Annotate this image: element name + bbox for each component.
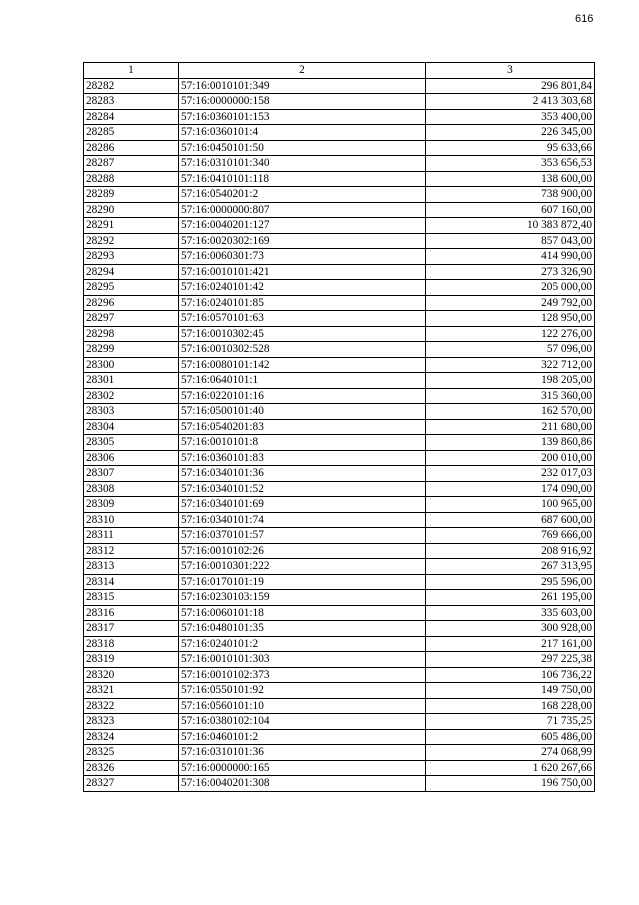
- row-number-cell: 28295: [84, 280, 179, 296]
- table-row: [84, 109, 595, 125]
- cadastral-number-cell: 57:16:0310101:340: [179, 156, 426, 172]
- row-number-cell: 28310: [84, 512, 179, 528]
- column-header-3: 3: [426, 63, 595, 79]
- value-cell: 2 413 303,68: [426, 94, 595, 110]
- cadastral-number-cell: 57:16:0040201:308: [179, 776, 426, 792]
- cadastral-number-cell: 57:16:0010102:373: [179, 667, 426, 683]
- table-row: [84, 435, 595, 451]
- cadastral-number-cell: 57:16:0060301:73: [179, 249, 426, 265]
- cadastral-number-cell: 57:16:0170101:19: [179, 574, 426, 590]
- value-cell: 261 195,00: [426, 590, 595, 606]
- table-row: [84, 481, 595, 497]
- cadastral-number-cell: 57:16:0460101:2: [179, 729, 426, 745]
- value-cell: 138 600,00: [426, 171, 595, 187]
- cadastral-number-cell: 57:16:0310101:36: [179, 745, 426, 761]
- cadastral-number-cell: 57:16:0450101:50: [179, 140, 426, 156]
- value-cell: 217 161,00: [426, 636, 595, 652]
- cadastral-number-cell: 57:16:0010302:45: [179, 326, 426, 342]
- value-cell: 71 735,25: [426, 714, 595, 730]
- page-number: 616: [575, 13, 594, 25]
- row-number-cell: 28288: [84, 171, 179, 187]
- cadastral-number-cell: 57:16:0410101:118: [179, 171, 426, 187]
- row-number-cell: 28282: [84, 78, 179, 94]
- cadastral-number-cell: 57:16:0340101:36: [179, 466, 426, 482]
- value-cell: 295 596,00: [426, 574, 595, 590]
- value-cell: 122 276,00: [426, 326, 595, 342]
- value-cell: 297 225,38: [426, 652, 595, 668]
- table-row: [84, 233, 595, 249]
- table-row: [84, 497, 595, 513]
- cadastral-number-cell: 57:16:0540201:83: [179, 419, 426, 435]
- value-cell: 205 000,00: [426, 280, 595, 296]
- row-number-cell: 28317: [84, 621, 179, 637]
- value-cell: 322 712,00: [426, 357, 595, 373]
- cadastral-number-cell: 57:16:0480101:35: [179, 621, 426, 637]
- value-cell: 196 750,00: [426, 776, 595, 792]
- table-row: [84, 652, 595, 668]
- header-row: [84, 63, 595, 79]
- table-header: [84, 63, 595, 79]
- row-number-cell: 28318: [84, 636, 179, 652]
- row-number-cell: 28292: [84, 233, 179, 249]
- value-cell: 100 965,00: [426, 497, 595, 513]
- table-body: [84, 78, 595, 791]
- value-cell: 607 160,00: [426, 202, 595, 218]
- value-cell: 198 205,00: [426, 373, 595, 389]
- cadastral-number-cell: 57:16:0000000:165: [179, 760, 426, 776]
- cadastral-number-cell: 57:16:0340101:52: [179, 481, 426, 497]
- value-cell: 149 750,00: [426, 683, 595, 699]
- value-cell: 249 792,00: [426, 295, 595, 311]
- row-number-cell: 28312: [84, 543, 179, 559]
- cadastral-number-cell: 57:16:0570101:63: [179, 311, 426, 327]
- cadastral-number-cell: 57:16:0000000:807: [179, 202, 426, 218]
- table-row: [84, 280, 595, 296]
- table-row: [84, 202, 595, 218]
- value-cell: 139 860,86: [426, 435, 595, 451]
- table-row: [84, 590, 595, 606]
- value-cell: 174 090,00: [426, 481, 595, 497]
- table-row: [84, 729, 595, 745]
- table-row: [84, 140, 595, 156]
- cadastral-number-cell: 57:16:0240101:2: [179, 636, 426, 652]
- row-number-cell: 28321: [84, 683, 179, 699]
- cadastral-number-cell: 57:16:0360101:153: [179, 109, 426, 125]
- row-number-cell: 28324: [84, 729, 179, 745]
- row-number-cell: 28307: [84, 466, 179, 482]
- row-number-cell: 28316: [84, 605, 179, 621]
- cadastral-number-cell: 57:16:0370101:57: [179, 528, 426, 544]
- row-number-cell: 28311: [84, 528, 179, 544]
- value-cell: 10 383 872,40: [426, 218, 595, 234]
- row-number-cell: 28287: [84, 156, 179, 172]
- row-number-cell: 28308: [84, 481, 179, 497]
- table-row: [84, 636, 595, 652]
- row-number-cell: 28323: [84, 714, 179, 730]
- value-cell: 274 068,99: [426, 745, 595, 761]
- row-number-cell: 28293: [84, 249, 179, 265]
- table-row: [84, 683, 595, 699]
- cadastral-number-cell: 57:16:0010101:349: [179, 78, 426, 94]
- row-number-cell: 28299: [84, 342, 179, 358]
- table-row: [84, 419, 595, 435]
- table-row: [84, 776, 595, 792]
- row-number-cell: 28298: [84, 326, 179, 342]
- table-row: [84, 543, 595, 559]
- row-number-cell: 28291: [84, 218, 179, 234]
- cadastral-number-cell: 57:16:0020302:169: [179, 233, 426, 249]
- table-row: [84, 357, 595, 373]
- cadastral-number-cell: 57:16:0360101:4: [179, 125, 426, 141]
- table-row: [84, 342, 595, 358]
- cadastral-number-cell: 57:16:0560101:10: [179, 698, 426, 714]
- value-cell: 738 900,00: [426, 187, 595, 203]
- table-row: [84, 311, 595, 327]
- row-number-cell: 28322: [84, 698, 179, 714]
- row-number-cell: 28314: [84, 574, 179, 590]
- value-cell: 95 633,66: [426, 140, 595, 156]
- value-cell: 232 017,03: [426, 466, 595, 482]
- value-cell: 162 570,00: [426, 404, 595, 420]
- column-header-1: 1: [84, 63, 179, 79]
- value-cell: 315 360,00: [426, 388, 595, 404]
- cadastral-number-cell: 57:16:0240101:42: [179, 280, 426, 296]
- table-row: [84, 187, 595, 203]
- row-number-cell: 28315: [84, 590, 179, 606]
- value-cell: 353 400,00: [426, 109, 595, 125]
- table-row: [84, 404, 595, 420]
- value-cell: 769 666,00: [426, 528, 595, 544]
- cadastral-number-cell: 57:16:0340101:69: [179, 497, 426, 513]
- value-cell: 353 656,53: [426, 156, 595, 172]
- value-cell: 226 345,00: [426, 125, 595, 141]
- cadastral-number-cell: 57:16:0220101:16: [179, 388, 426, 404]
- value-cell: 300 928,00: [426, 621, 595, 637]
- row-number-cell: 28320: [84, 667, 179, 683]
- cadastral-number-cell: 57:16:0380102:104: [179, 714, 426, 730]
- cadastral-number-cell: 57:16:0360101:83: [179, 450, 426, 466]
- cadastral-number-cell: 57:16:0340101:74: [179, 512, 426, 528]
- cadastral-number-cell: 57:16:0500101:40: [179, 404, 426, 420]
- table-row: [84, 698, 595, 714]
- row-number-cell: 28306: [84, 450, 179, 466]
- row-number-cell: 28326: [84, 760, 179, 776]
- cadastral-number-cell: 57:16:0010301:222: [179, 559, 426, 575]
- row-number-cell: 28303: [84, 404, 179, 420]
- value-cell: 106 736,22: [426, 667, 595, 683]
- table-row: [84, 218, 595, 234]
- table-row: [84, 528, 595, 544]
- table-row: [84, 745, 595, 761]
- table-row: [84, 326, 595, 342]
- value-cell: 857 043,00: [426, 233, 595, 249]
- value-cell: 168 228,00: [426, 698, 595, 714]
- table-row: [84, 621, 595, 637]
- row-number-cell: 28294: [84, 264, 179, 280]
- cadastral-number-cell: 57:16:0230103:159: [179, 590, 426, 606]
- value-cell: 605 486,00: [426, 729, 595, 745]
- row-number-cell: 28313: [84, 559, 179, 575]
- table-row: [84, 156, 595, 172]
- row-number-cell: 28290: [84, 202, 179, 218]
- table-row: [84, 605, 595, 621]
- value-cell: 57 096,00: [426, 342, 595, 358]
- cadastral-number-cell: 57:16:0010102:26: [179, 543, 426, 559]
- row-number-cell: 28285: [84, 125, 179, 141]
- value-cell: 687 600,00: [426, 512, 595, 528]
- value-cell: 267 313,95: [426, 559, 595, 575]
- cadastral-number-cell: 57:16:0080101:142: [179, 357, 426, 373]
- table-row: [84, 295, 595, 311]
- column-header-2: 2: [179, 63, 426, 79]
- table-row: [84, 512, 595, 528]
- value-cell: 128 950,00: [426, 311, 595, 327]
- table-row: [84, 373, 595, 389]
- value-cell: 1 620 267,66: [426, 760, 595, 776]
- value-cell: 335 603,00: [426, 605, 595, 621]
- row-number-cell: 28325: [84, 745, 179, 761]
- registry-table: [83, 62, 595, 792]
- row-number-cell: 28284: [84, 109, 179, 125]
- cadastral-number-cell: 57:16:0010101:303: [179, 652, 426, 668]
- table-row: [84, 450, 595, 466]
- value-cell: 208 916,92: [426, 543, 595, 559]
- row-number-cell: 28297: [84, 311, 179, 327]
- table-row: [84, 264, 595, 280]
- row-number-cell: 28283: [84, 94, 179, 110]
- row-number-cell: 28301: [84, 373, 179, 389]
- row-number-cell: 28286: [84, 140, 179, 156]
- table-row: [84, 78, 595, 94]
- table-row: [84, 171, 595, 187]
- table-row: [84, 667, 595, 683]
- cadastral-number-cell: 57:16:0010302:528: [179, 342, 426, 358]
- row-number-cell: 28309: [84, 497, 179, 513]
- table-row: [84, 574, 595, 590]
- table-row: [84, 714, 595, 730]
- cadastral-number-cell: 57:16:0550101:92: [179, 683, 426, 699]
- table-row: [84, 94, 595, 110]
- cadastral-number-cell: 57:16:0010101:8: [179, 435, 426, 451]
- value-cell: 414 990,00: [426, 249, 595, 265]
- cadastral-number-cell: 57:16:0540201:2: [179, 187, 426, 203]
- cadastral-number-cell: 57:16:0000000:158: [179, 94, 426, 110]
- table-row: [84, 249, 595, 265]
- cadastral-number-cell: 57:16:0060101:18: [179, 605, 426, 621]
- table-row: [84, 466, 595, 482]
- row-number-cell: 28300: [84, 357, 179, 373]
- row-number-cell: 28319: [84, 652, 179, 668]
- table-row: [84, 760, 595, 776]
- row-number-cell: 28304: [84, 419, 179, 435]
- row-number-cell: 28305: [84, 435, 179, 451]
- value-cell: 296 801,84: [426, 78, 595, 94]
- table-row: [84, 559, 595, 575]
- cadastral-number-cell: 57:16:0010101:421: [179, 264, 426, 280]
- table-row: [84, 388, 595, 404]
- value-cell: 211 680,00: [426, 419, 595, 435]
- value-cell: 200 010,00: [426, 450, 595, 466]
- cadastral-number-cell: 57:16:0640101:1: [179, 373, 426, 389]
- cadastral-number-cell: 57:16:0040201:127: [179, 218, 426, 234]
- row-number-cell: 28296: [84, 295, 179, 311]
- row-number-cell: 28302: [84, 388, 179, 404]
- value-cell: 273 326,90: [426, 264, 595, 280]
- cadastral-number-cell: 57:16:0240101:85: [179, 295, 426, 311]
- table-row: [84, 125, 595, 141]
- row-number-cell: 28327: [84, 776, 179, 792]
- row-number-cell: 28289: [84, 187, 179, 203]
